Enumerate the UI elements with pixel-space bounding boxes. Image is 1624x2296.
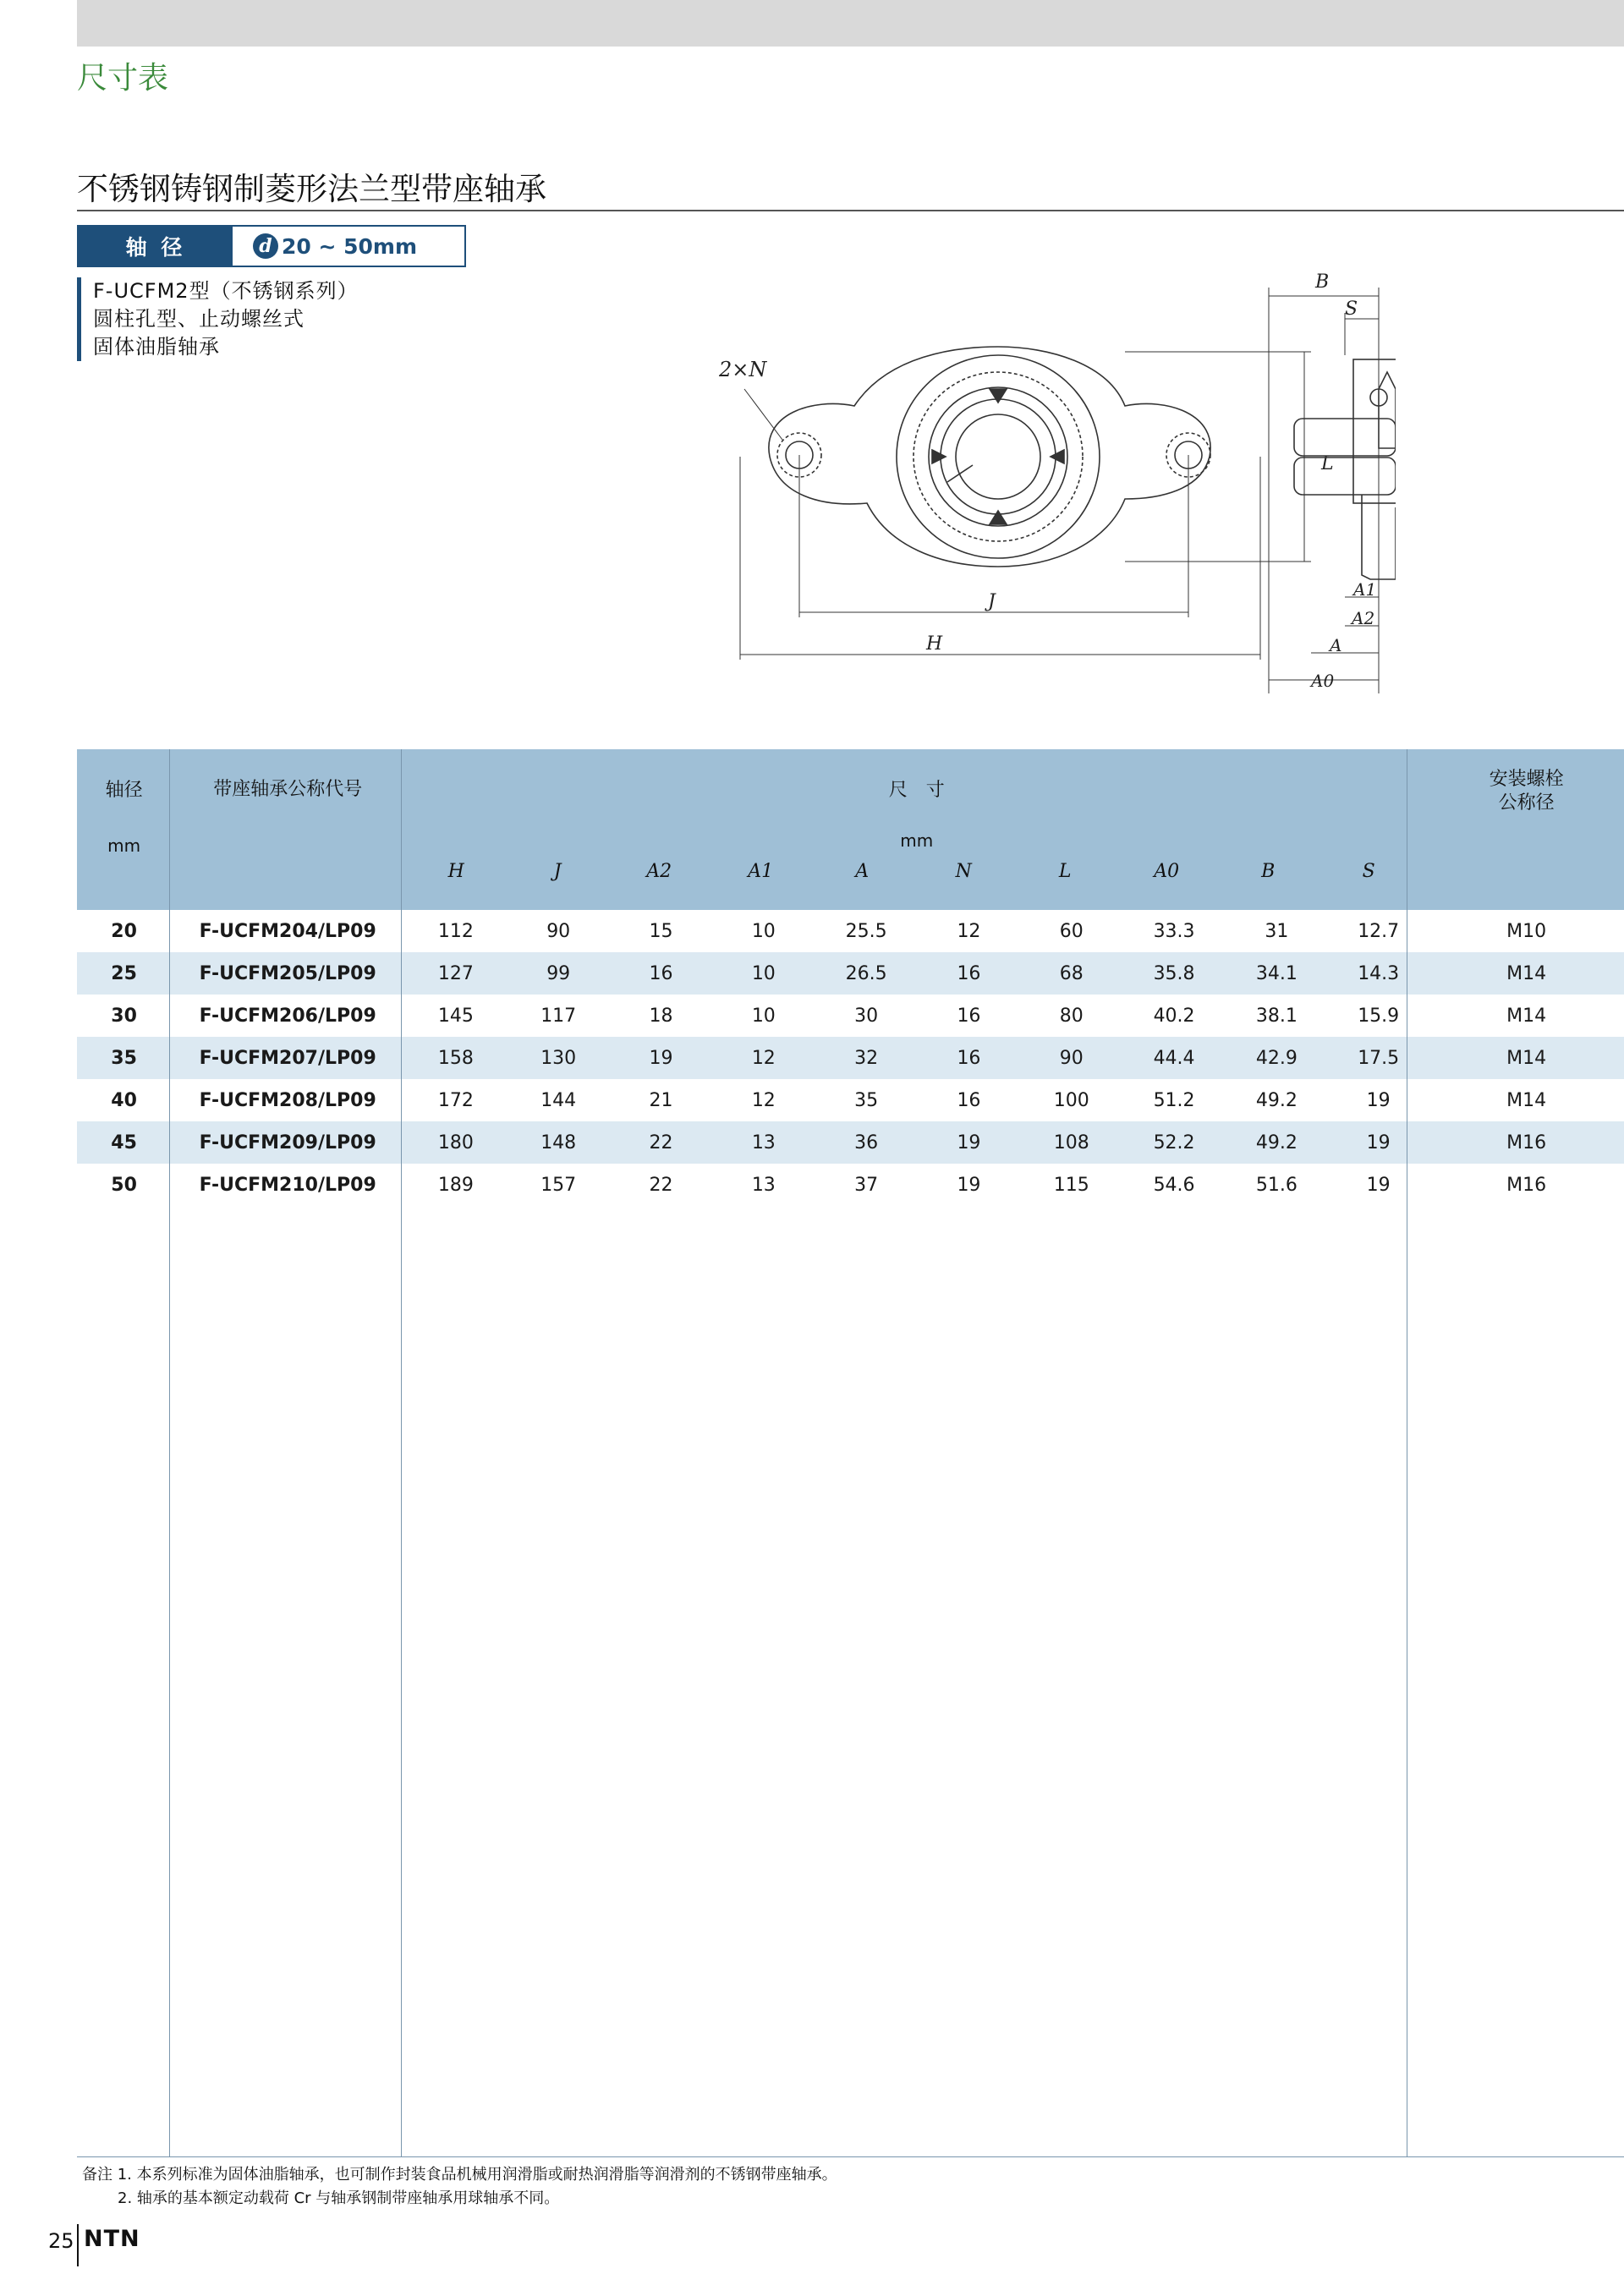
- cell-dim-j: 148: [508, 1121, 610, 1164]
- shaft-range: 20 ~ 50mm: [282, 233, 418, 259]
- header-shaft-unit: mm: [107, 836, 141, 856]
- column-divider: [169, 749, 170, 2156]
- cell-dim-l: 115: [1053, 1174, 1089, 1196]
- footnotes: [82, 2163, 837, 2211]
- cell-dim-a2: 22: [649, 1174, 673, 1196]
- footer-divider: [77, 2224, 79, 2266]
- header-shaft-label: 轴径: [105, 780, 143, 801]
- cell-dim-a1: 10: [751, 920, 776, 942]
- cell-dim-h: 172: [437, 1089, 474, 1111]
- cell-bolt-size: M14: [1429, 1037, 1624, 1079]
- cell-dim-l: 100: [1053, 1089, 1089, 1111]
- cell-dim-b: 49.2: [1255, 1089, 1298, 1111]
- col-code: 带座轴承公称代号: [171, 749, 404, 910]
- col-shaft: [77, 749, 171, 910]
- cell-bolt-size: M14: [1506, 1005, 1547, 1027]
- desc-line: 固体油脂轴承: [93, 335, 220, 359]
- shaft-spec-label: 轴 径: [79, 227, 233, 266]
- table-row: [77, 910, 1624, 952]
- cell-dim-a1: 10: [751, 1005, 776, 1027]
- cell-dim-l: 68: [1020, 952, 1122, 995]
- header-h: H: [447, 861, 464, 882]
- cell-dim-j: 157: [540, 1174, 577, 1196]
- column-divider: [401, 749, 402, 2156]
- cell-bearing-code: F-UCFM206/LP09: [199, 1005, 376, 1027]
- cell-dim-h: 145: [437, 1005, 474, 1027]
- table-row: [77, 1037, 1624, 1079]
- cell-bolt-size: M16: [1429, 1121, 1624, 1164]
- cell-dim-a2: 16: [610, 952, 712, 995]
- cell-dim-b: 42.9: [1226, 1037, 1328, 1079]
- cell-dim-h: 180: [404, 1121, 507, 1164]
- ntn-logo: NTN: [84, 2226, 140, 2252]
- cell-dim-j: 117: [540, 1005, 577, 1027]
- front-dimension-lines: [740, 352, 1311, 660]
- cell-dim-a2: 18: [649, 1005, 673, 1027]
- cell-dim-a2: 22: [610, 1121, 712, 1164]
- dim-j-label: J: [988, 591, 996, 612]
- bearing-drawing: [719, 262, 1396, 702]
- cell-dim-b: 38.1: [1255, 1005, 1298, 1027]
- cell-shaft-diameter: 50: [111, 1174, 137, 1196]
- header-a1: A1: [748, 861, 774, 882]
- cell-dim-n: 16: [957, 1089, 981, 1111]
- cell-dim-j: 144: [540, 1089, 577, 1111]
- cell-dim-h: 127: [404, 952, 507, 995]
- cell-dim-a: 37: [854, 1174, 879, 1196]
- dim-a1-label: A1: [1353, 579, 1377, 600]
- cell-dim-l: 60: [1059, 920, 1084, 942]
- cell-dim-a1: 12: [712, 1037, 815, 1079]
- table-row: [77, 952, 1624, 995]
- cell-dim-s: 15.9: [1358, 1005, 1400, 1027]
- desc-line: 圆柱孔型、止动螺丝式: [93, 307, 304, 331]
- note-1: 备注 1. 本系列标准为固体油脂轴承，也可制作封装食品机械用润滑脂或耐热润滑脂等润滑剂的不锈钢带座轴承。: [82, 2166, 837, 2184]
- header-dim-symbols: [405, 861, 1428, 882]
- page-title: 不锈钢铸钢制菱形法兰型带座轴承: [77, 171, 546, 207]
- cell-dim-a0: 51.2: [1153, 1089, 1195, 1111]
- title-divider: [77, 210, 1624, 211]
- cell-bearing-code: F-UCFM208/LP09: [199, 1089, 376, 1111]
- dim-a-label: A: [1330, 635, 1342, 655]
- header-n: N: [955, 861, 972, 882]
- side-dimension-lines: [1269, 288, 1379, 693]
- cell-dim-n: 16: [918, 1037, 1020, 1079]
- dim-h-label: H: [926, 633, 943, 655]
- cell-dim-a: 35: [854, 1089, 879, 1111]
- cell-dim-n: 16: [957, 1005, 981, 1027]
- cell-shaft-diameter: 30: [111, 1005, 137, 1027]
- table-header-row: [77, 749, 1624, 910]
- cell-dim-b: 51.6: [1255, 1174, 1298, 1196]
- cell-dim-n: 19: [918, 1121, 1020, 1164]
- front-view: [769, 347, 1210, 567]
- cell-dim-b: 49.2: [1226, 1121, 1328, 1164]
- cell-dim-n: 12: [957, 920, 981, 942]
- cell-dim-j: 90: [546, 920, 571, 942]
- cell-bearing-code: F-UCFM204/LP09: [199, 920, 376, 942]
- cell-dim-b: 34.1: [1226, 952, 1328, 995]
- cell-dim-a: 26.5: [815, 952, 917, 995]
- cell-shaft-diameter: 20: [111, 920, 137, 942]
- page-number: 25: [48, 2229, 74, 2253]
- header-dims-label: 尺 寸: [888, 780, 945, 801]
- header-l: L: [1058, 861, 1072, 882]
- cell-dim-a0: 54.6: [1153, 1174, 1195, 1196]
- cell-bolt-size: M16: [1506, 1174, 1547, 1196]
- cell-dim-a1: 13: [712, 1121, 815, 1164]
- dim-s-label: S: [1345, 299, 1358, 320]
- shaft-spec-box: [77, 225, 466, 267]
- cell-dim-h: 158: [404, 1037, 507, 1079]
- cell-dim-h: 112: [437, 920, 474, 942]
- table-row: [77, 995, 1624, 1037]
- cell-dim-a1: 12: [751, 1089, 776, 1111]
- desc-line: F-UCFM2型（不锈钢系列）: [93, 279, 359, 303]
- cell-dim-b: 31: [1265, 920, 1289, 942]
- side-view: [1294, 347, 1396, 579]
- header-s: S: [1362, 861, 1375, 882]
- cell-dim-h: 189: [437, 1174, 474, 1196]
- table-row: [77, 1164, 1624, 1206]
- cell-shaft-diameter: 45: [77, 1121, 171, 1164]
- cell-dim-l: 108: [1020, 1121, 1122, 1164]
- col-dimensions: [404, 749, 1429, 910]
- product-description: [77, 277, 359, 361]
- cell-dim-a: 30: [854, 1005, 879, 1027]
- cell-bearing-code: F-UCFM209/LP09: [171, 1121, 404, 1164]
- dimension-table: [77, 749, 1624, 1206]
- cell-dim-l: 90: [1020, 1037, 1122, 1079]
- cell-dim-a2: 19: [610, 1037, 712, 1079]
- cell-shaft-diameter: 35: [77, 1037, 171, 1079]
- section-title: 尺寸表: [77, 61, 169, 96]
- cell-dim-n: 16: [918, 952, 1020, 995]
- cell-shaft-diameter: 25: [77, 952, 171, 995]
- cell-dim-s: 12.7: [1358, 920, 1400, 942]
- cell-dim-j: 99: [508, 952, 610, 995]
- diameter-symbol-icon: d: [253, 233, 278, 259]
- cell-dim-a0: 33.3: [1153, 920, 1195, 942]
- table-bottom-rule: [77, 2156, 1624, 2157]
- cell-dim-a0: 40.2: [1153, 1005, 1195, 1027]
- table-row: [77, 1079, 1624, 1121]
- col-bolt: 安装螺栓 公称径: [1429, 749, 1624, 910]
- header-a: A: [855, 861, 870, 882]
- header-j: J: [553, 861, 562, 882]
- cell-dim-a1: 10: [712, 952, 815, 995]
- cell-shaft-diameter: 40: [111, 1089, 137, 1111]
- cell-dim-l: 80: [1059, 1005, 1084, 1027]
- cell-dim-a1: 13: [751, 1174, 776, 1196]
- cell-bolt-size: M14: [1506, 1089, 1547, 1111]
- dim-l-label: L: [1321, 453, 1334, 474]
- header-dims-unit: mm: [900, 830, 934, 851]
- cell-dim-s: 19: [1366, 1089, 1391, 1111]
- cell-bearing-code: F-UCFM205/LP09: [171, 952, 404, 995]
- table-row: [77, 1121, 1624, 1164]
- top-banner: [77, 0, 1624, 47]
- dim-b-label: B: [1315, 271, 1330, 293]
- cell-bolt-size: M10: [1506, 920, 1547, 942]
- holes-label: 2×N: [719, 358, 767, 381]
- cell-dim-s: 14.3: [1328, 952, 1429, 995]
- shaft-spec-value: [233, 227, 464, 266]
- cell-dim-a0: 44.4: [1122, 1037, 1225, 1079]
- cell-dim-a: 32: [815, 1037, 917, 1079]
- header-a0: A0: [1154, 861, 1180, 882]
- dim-a0-label: A0: [1311, 671, 1335, 691]
- cell-dim-a0: 52.2: [1122, 1121, 1225, 1164]
- cell-dim-a2: 21: [649, 1089, 673, 1111]
- cell-dim-j: 130: [508, 1037, 610, 1079]
- cell-bearing-code: F-UCFM210/LP09: [199, 1174, 376, 1196]
- cell-dim-n: 19: [957, 1174, 981, 1196]
- cell-bolt-size: M14: [1429, 952, 1624, 995]
- header-a2: A2: [646, 861, 672, 882]
- cell-dim-a: 25.5: [845, 920, 887, 942]
- note-2: 2. 轴承的基本额定动载荷 Cr 与轴承钢制带座轴承用球轴承不同。: [118, 2189, 560, 2207]
- cell-bearing-code: F-UCFM207/LP09: [171, 1037, 404, 1079]
- cell-dim-a0: 35.8: [1122, 952, 1225, 995]
- cell-dim-s: 17.5: [1328, 1037, 1429, 1079]
- header-b: B: [1261, 861, 1276, 882]
- dim-a2-label: A2: [1352, 608, 1375, 628]
- cell-dim-a: 36: [815, 1121, 917, 1164]
- cell-dim-s: 19: [1328, 1121, 1429, 1164]
- cell-dim-a2: 15: [649, 920, 673, 942]
- cell-dim-s: 19: [1366, 1174, 1391, 1196]
